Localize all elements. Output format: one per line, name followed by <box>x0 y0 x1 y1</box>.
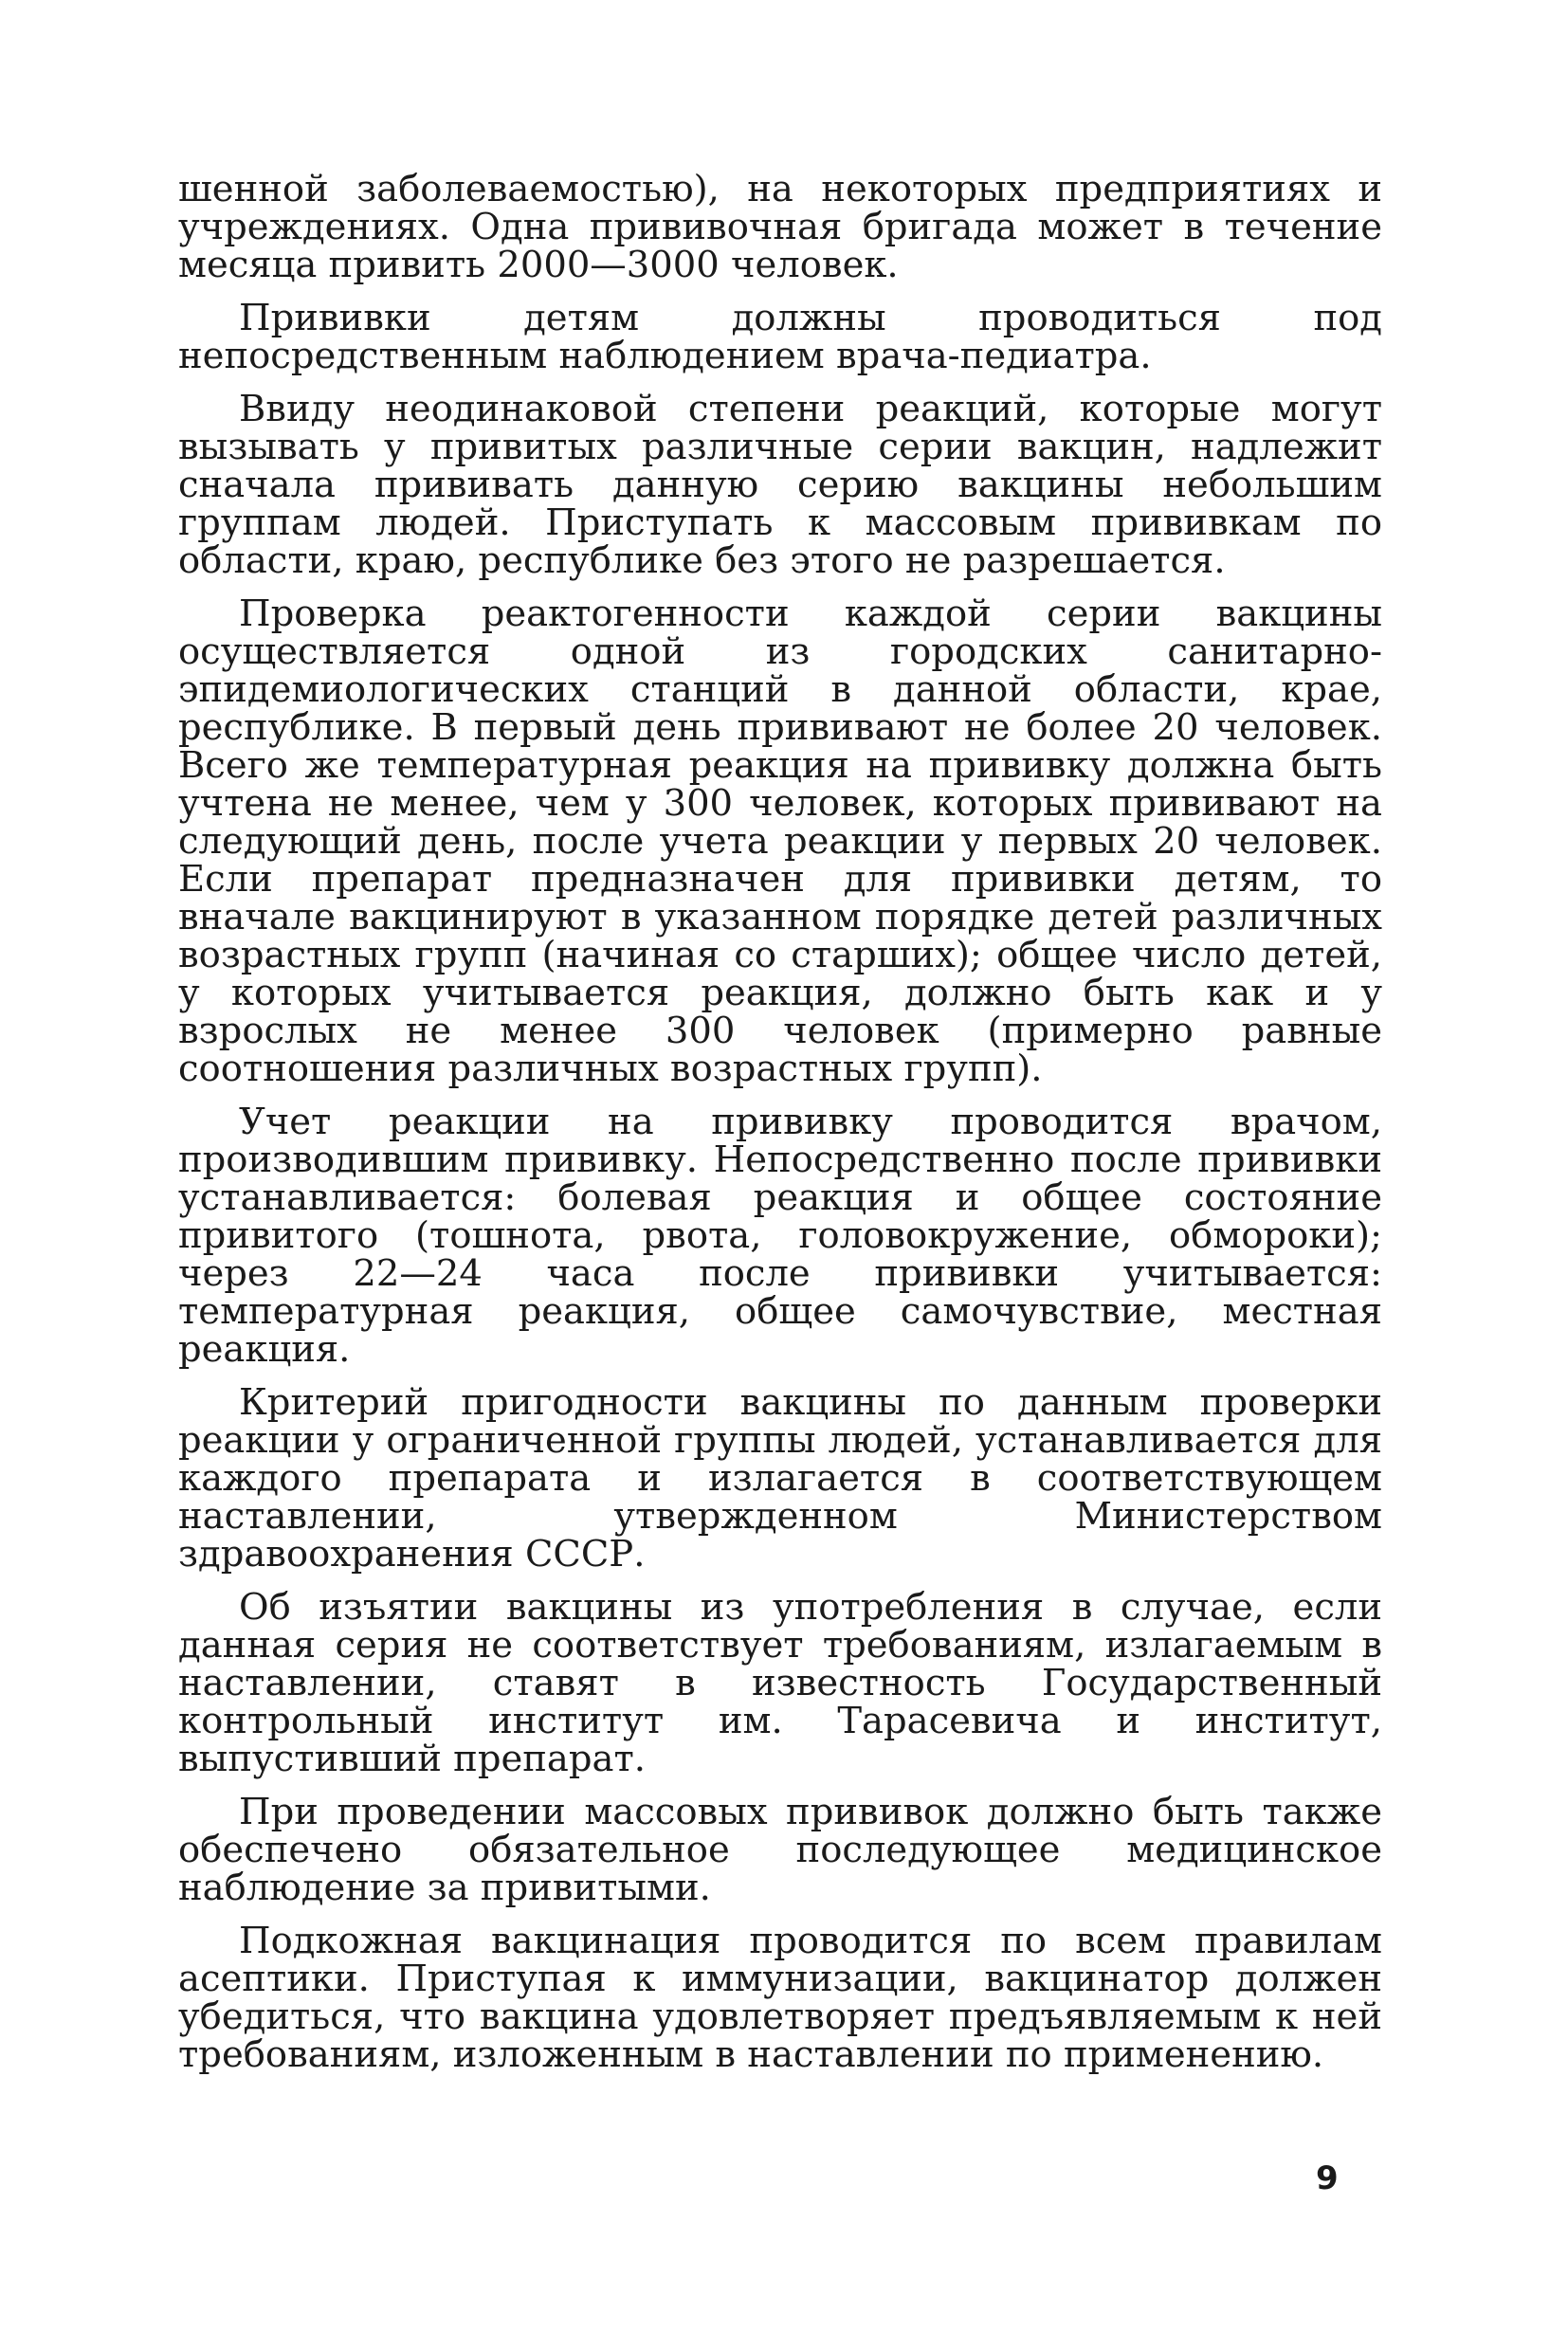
paragraph-1: шенной заболеваемостью), на некоторых предприятиях и учреждениях. Одна прививочная бригада может в течение месяца привить 2000—3000 человек. <box>178 168 1382 286</box>
paragraph-2: Прививки детям должны проводиться под непосредственным наблюдением врача-педиатра. <box>178 297 1382 377</box>
paragraph-9: Подкожная вакцинация проводится по всем правилам асептики. Приступая к иммунизации, вакцинатор должен убедиться, что вакцина удовлетворяет предъявляемым к ней требованиям, изложенным в наставлении по применению. <box>178 1920 1382 2076</box>
paragraph-7: Об изъятии вакцины из употребления в случае, если данная серия не соответствует требованиям, излагаемым в наставлении, ставят в известность Государственный контрольный институт им. Тарасевича и институт, выпустивший препарат. <box>178 1586 1382 1780</box>
body-text <box>178 168 1382 2089</box>
paragraph-6: Критерий пригодности вакцины по данным проверки реакции у ограниченной группы людей, устанавливается для каждого препарата и излагается в соответствующем наставлении, утвержденном Министерством здравоохранения СССР. <box>178 1381 1382 1576</box>
paragraph-4: Проверка реактогенности каждой серии вакцины осуществляется одной из городских санитарно-эпидемиологических станций в данной области, крае, республике. В первый день прививают не более 20 человек. Всего же температурная реакция на прививку должна быть учтена не менее, чем у 300 человек, которых прививают на следующий день, после учета реакции у первых 20 человек. Если препарат предназначен для прививки детям, то вначале вакцинируют в указанном порядке детей различных возрастных групп (начиная со старших); общее число детей, у которых учитывается реакция, должно быть как и у взрослых не менее 300 человек (примерно равные соотношения различных возрастных групп). <box>178 592 1382 1090</box>
paragraph-3: Ввиду неодинаковой степени реакций, которые могут вызывать у привитых различные серии вакцин, надлежит сначала прививать данную серию вакцины небольшим группам людей. Приступать к массовым прививкам по области, краю, республике без этого не разрешается. <box>178 388 1382 582</box>
page-number: 9 <box>1316 2159 1339 2197</box>
paragraph-8: При проведении массовых прививок должно быть также обеспечено обязательное последующее медицинское наблюдение за привитыми. <box>178 1791 1382 1909</box>
paragraph-5: Учет реакции на прививку проводится врачом, производившим прививку. Непосредственно после прививки устанавливается: болевая реакция и общее состояние привитого (тошнота, рвота, головокружение, обмороки); через 22—24 часа после прививки учитывается: температурная реакция, общее самочувствие, местная реакция. <box>178 1101 1382 1371</box>
